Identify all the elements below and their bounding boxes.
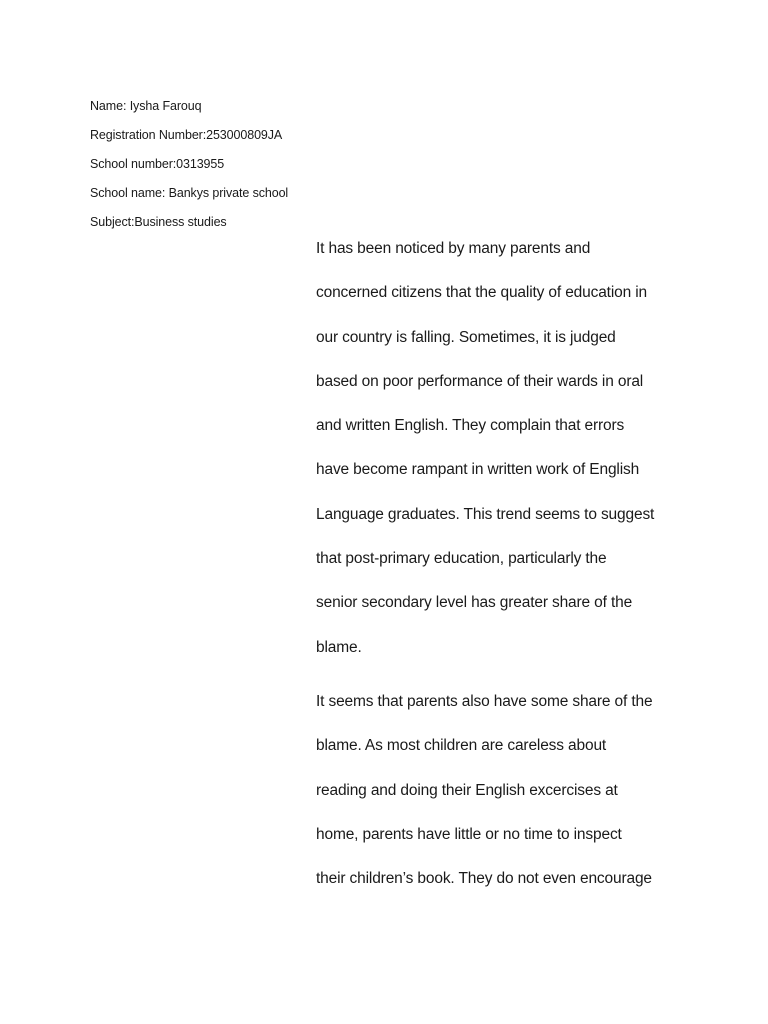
- text-line: our country is falling. Sometimes, it is judged: [316, 328, 616, 346]
- text-line: It seems that parents also have some share of the: [316, 692, 653, 710]
- essay-body: [316, 227, 696, 901]
- text-line: and written English. They complain that errors: [316, 417, 625, 435]
- text-line: senior secondary level has greater share of the: [316, 594, 633, 612]
- text-line: reading and doing their English excercises at: [316, 781, 618, 799]
- text-line: their children’s book. They do not even encourage: [316, 870, 652, 888]
- text-line: home, parents have little or no time to inspect: [316, 825, 622, 843]
- student-name: Name: Iysha Farouq: [90, 99, 202, 113]
- text-line: that post-primary education, particularly the: [316, 550, 607, 568]
- school-number: School number:0313955: [90, 157, 225, 171]
- text-line: have become rampant in written work of English: [316, 461, 640, 479]
- text-line: based on poor performance of their wards in oral: [316, 372, 644, 390]
- subject: Subject:Business studies: [90, 215, 227, 229]
- registration-number: Registration Number:253000809JA: [90, 128, 283, 142]
- paragraph-1: [316, 227, 696, 670]
- text-line: blame. As most children are careless about: [316, 737, 607, 755]
- text-line: blame.: [316, 638, 362, 656]
- text-line: concerned citizens that the quality of education in: [316, 284, 647, 302]
- student-info-header: [90, 92, 390, 237]
- paragraph-spacing: [316, 670, 696, 680]
- paragraph-2: [316, 680, 696, 901]
- school-name: School name: Bankys private school: [90, 186, 289, 200]
- text-line: It has been noticed by many parents and: [316, 240, 591, 257]
- text-line: Language graduates. This trend seems to suggest: [316, 505, 655, 523]
